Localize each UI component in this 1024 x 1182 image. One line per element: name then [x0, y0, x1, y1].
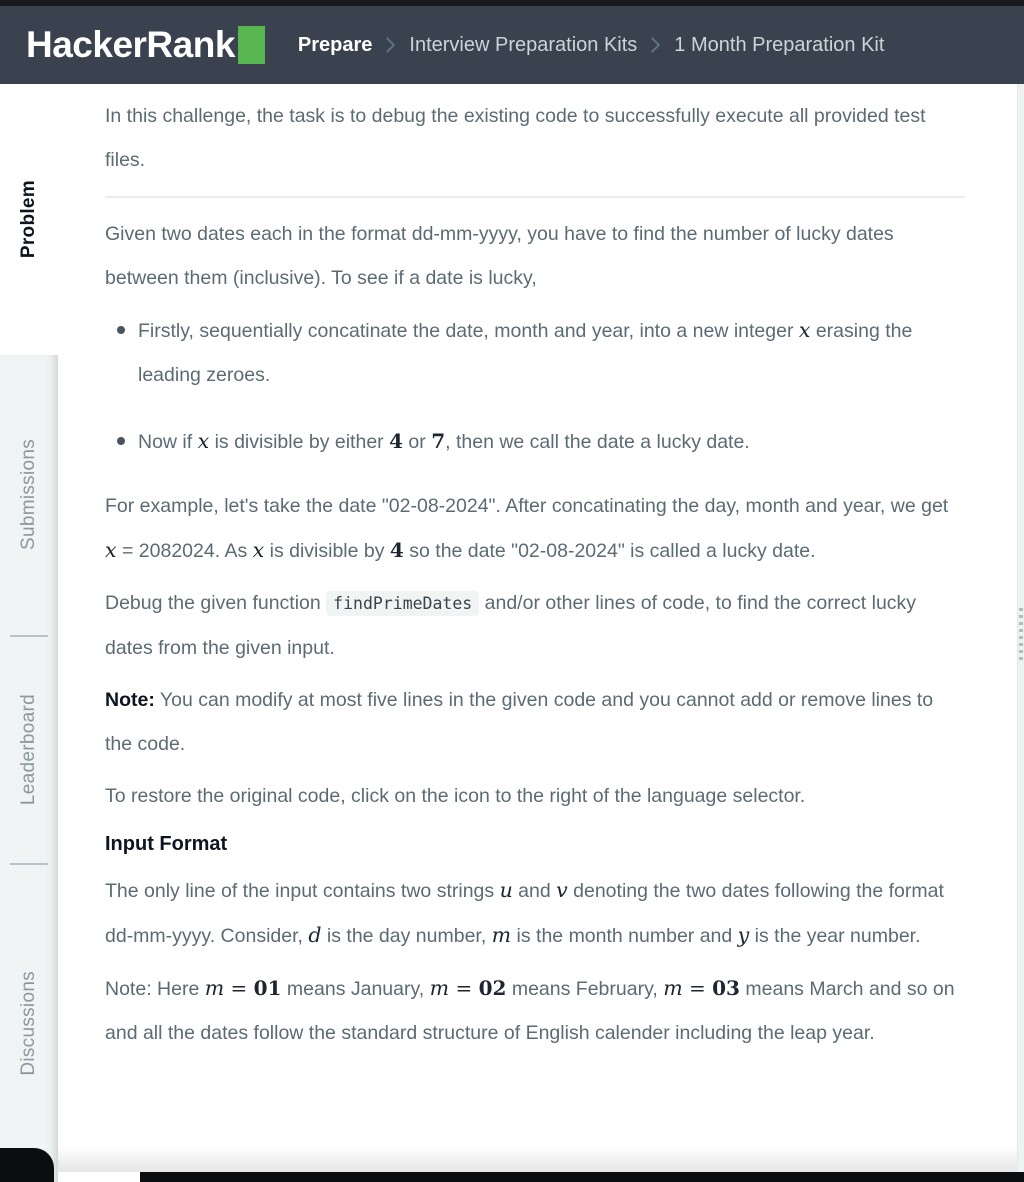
- math-token: 4: [389, 538, 404, 562]
- math-token: 03: [712, 976, 740, 1000]
- math-token: v: [556, 878, 568, 902]
- text-run: Note:: [105, 689, 155, 711]
- math-token: d: [308, 923, 322, 947]
- text-run: erasing the leading zeroes.: [138, 320, 913, 386]
- math-token: 01: [253, 976, 282, 1000]
- paragraph: [105, 678, 965, 766]
- problem-statement: [58, 84, 1024, 1182]
- left-tab-sidebar: [0, 84, 58, 1182]
- text-run: is divisible by either: [209, 431, 390, 453]
- text-run: means March and so on and all the dates follow the standard structure of English calender including the leap year.: [105, 978, 955, 1044]
- chevron-right-icon: [385, 37, 396, 53]
- tab-leaderboard[interactable]: [18, 637, 40, 863]
- math-token: u: [499, 878, 513, 902]
- math-token: x: [252, 538, 265, 562]
- math-token: x: [798, 318, 811, 342]
- tab-problem-label: Problem: [18, 180, 39, 259]
- tab-submissions-label: Submissions: [18, 439, 39, 551]
- math-token: m: [204, 976, 225, 1000]
- bullet-item: [115, 419, 965, 464]
- paragraph: [105, 484, 965, 573]
- text-run: Debug the given function: [105, 592, 327, 614]
- window-bottom-corner: [0, 1148, 54, 1182]
- tab-problem[interactable]: [0, 84, 58, 355]
- breadcrumb-prepare[interactable]: Prepare: [297, 33, 373, 56]
- window-bottom-bar: [140, 1172, 1024, 1182]
- math-token: y: [737, 923, 750, 947]
- text-run: Note: Here: [105, 978, 205, 1000]
- top-navbar: [0, 6, 1024, 84]
- text-run: Given two dates each in the format dd-mm-yyyy, you have to find the number of lucky dates between them (inclusive). To see if a date is lucky,: [105, 223, 894, 289]
- math-token: x: [197, 429, 210, 453]
- text-run: and: [512, 880, 557, 902]
- text-run: is the day number,: [321, 925, 492, 947]
- text-run: In this challenge, the task is to debug the existing code to successfully execute all provided test files.: [105, 105, 926, 171]
- paragraph: [105, 966, 965, 1055]
- text-run: = 2082024. As: [116, 540, 253, 562]
- text-run: The only line of the input contains two strings: [105, 880, 500, 902]
- text-run: is the month number and: [511, 925, 738, 947]
- math-token: x: [105, 538, 117, 562]
- breadcrumb-1-month-preparation-kit[interactable]: 1 Month Preparation Kit: [674, 33, 885, 56]
- math-token: 02: [478, 976, 507, 1000]
- logo-text: HackerRank: [26, 24, 235, 65]
- bullet-item: [115, 308, 965, 397]
- tab-leaderboard-label: Leaderboard: [18, 694, 39, 806]
- tab-discussions-label: Discussions: [18, 971, 39, 1076]
- main-area: [0, 84, 1024, 1182]
- math-token: m: [429, 976, 450, 1000]
- math-token: =: [224, 976, 254, 1000]
- inline-code: findPrimeDates: [326, 591, 479, 616]
- breadcrumb-interview-preparation-kits[interactable]: Interview Preparation Kits: [409, 33, 638, 56]
- panel-drag-handle-icon[interactable]: [1019, 608, 1023, 660]
- math-token: m: [491, 923, 512, 947]
- paragraph: [105, 212, 965, 300]
- text-run: Now if: [138, 431, 198, 453]
- text-run: is divisible by: [264, 540, 390, 562]
- hackerrank-logo[interactable]: [26, 24, 265, 66]
- tab-submissions[interactable]: [18, 355, 40, 635]
- paragraph: [105, 94, 965, 182]
- text-run: denoting the two dates following the format dd-mm-yyyy. Consider,: [105, 880, 944, 947]
- math-token: =: [682, 976, 713, 1000]
- text-run: is the year number.: [749, 925, 921, 947]
- text-run: so the date "02-08-2024" is called a lucky date.: [403, 540, 816, 562]
- paragraph: [105, 868, 965, 958]
- text-run: Firstly, sequentially concatinate the date, month and year, into a new integer: [138, 320, 799, 342]
- sidebar-inactive-tabs: [0, 355, 58, 1182]
- logo-green-block-icon: [238, 26, 265, 64]
- text-run: , then we call the date a lucky date.: [445, 431, 750, 453]
- math-token: m: [663, 976, 683, 1000]
- section-heading: [105, 830, 965, 858]
- text-run: means February,: [506, 978, 664, 1000]
- text-run: or: [403, 431, 432, 453]
- math-token: 4: [389, 429, 404, 453]
- paragraph: [105, 581, 965, 670]
- text-run: To restore the original code, click on the icon to the right of the language selector.: [105, 785, 806, 807]
- text-run: You can modify at most five lines in the given code and you cannot add or remove lines to the code.: [105, 689, 934, 755]
- text-run: and/or other lines of code, to find the correct lucky dates from the given input.: [105, 592, 917, 659]
- content-divider: [105, 196, 965, 198]
- text-run: For example, let's take the date "02-08-2024". After concatinating the day, month and year, we get: [105, 495, 949, 517]
- paragraph: [105, 774, 965, 818]
- tab-discussions[interactable]: [18, 865, 40, 1182]
- chevron-right-icon: [650, 37, 661, 53]
- math-token: =: [449, 976, 479, 1000]
- math-token: 7: [431, 429, 446, 453]
- text-run: means January,: [281, 978, 430, 1000]
- text-run: Input Format: [105, 833, 228, 855]
- bullet-list: [105, 308, 965, 464]
- breadcrumb: [298, 34, 885, 57]
